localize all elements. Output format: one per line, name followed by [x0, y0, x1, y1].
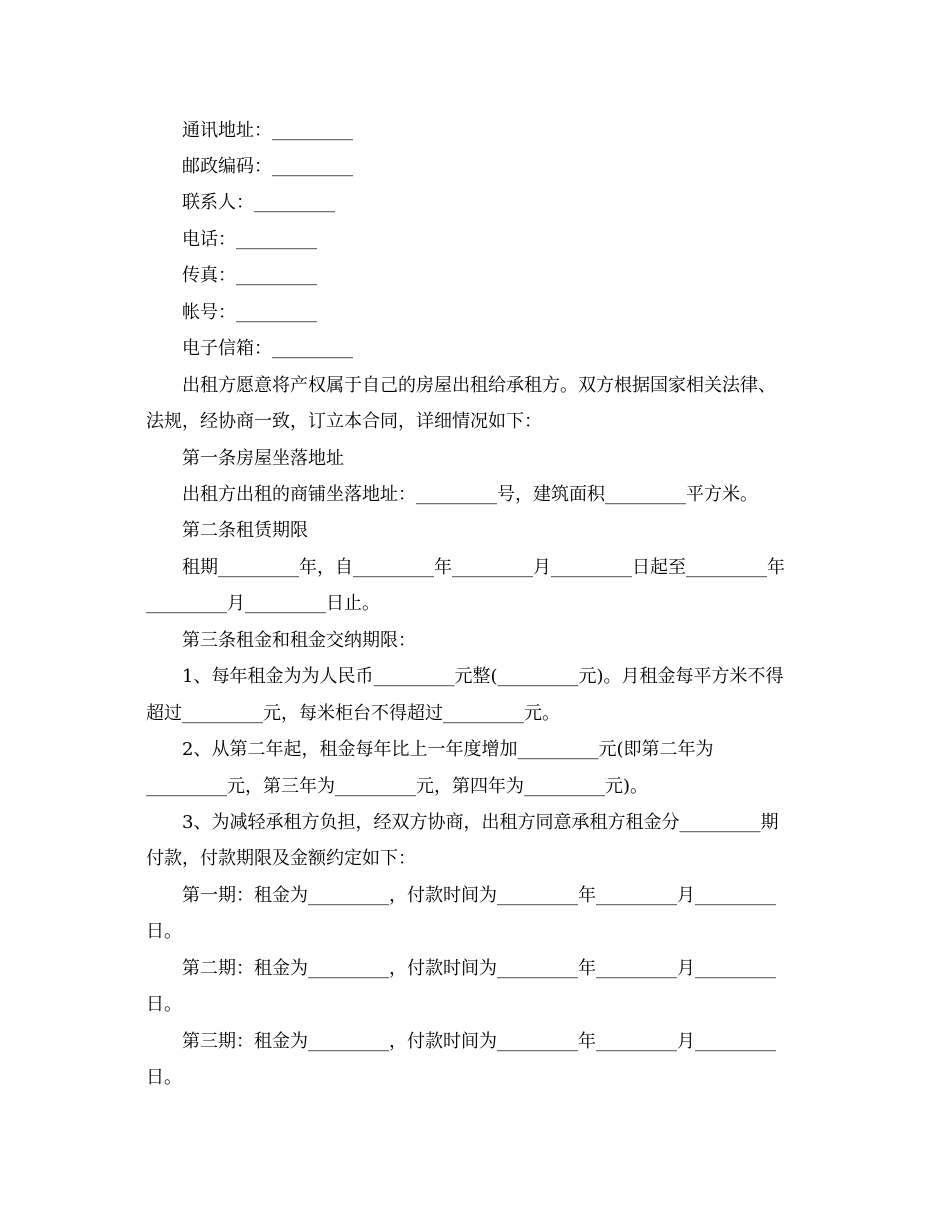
- rent-clause-2-line1: 2、从第二年起，租金每年比上一年度增加_________元(即第二年为: [182, 739, 714, 760]
- installment-3-line2: 日。: [146, 1067, 182, 1088]
- rent-clause-1-line1: 1、每年租金为为人民币_________元整(_________元)。月租金每平方米不得: [182, 666, 784, 687]
- article-2-heading: 第二条租赁期限: [182, 520, 308, 541]
- email-line: 电子信箱：_________: [182, 338, 353, 359]
- contact-address-line: 通讯地址：_________: [182, 120, 353, 141]
- installment-3-line1: 第三期：租金为_________，付款时间为_________年_________月_________: [182, 1031, 776, 1052]
- article-1-text: 出租方出租的商铺坐落地址：_________号，建筑面积_________平方米。: [182, 484, 758, 505]
- installment-1-line1: 第一期：租金为_________，付款时间为_________年_________月_________: [182, 885, 776, 906]
- installment-2-line2: 日。: [146, 994, 182, 1015]
- postal-code-line: 邮政编码：_________: [182, 156, 353, 177]
- rent-clause-1-line2: 超过_________元，每米柜台不得超过_________元。: [146, 703, 560, 724]
- account-line: 帐号：_________: [182, 302, 317, 323]
- installment-2-line1: 第二期：租金为_________，付款时间为_________年_________月_________: [182, 958, 776, 979]
- article-3-heading: 第三条租金和租金交纳期限：: [182, 630, 416, 651]
- fax-line: 传真：_________: [182, 265, 317, 286]
- contact-person-line: 联系人：_________: [182, 192, 335, 213]
- intro-paragraph-line2: 法规，经协商一致，订立本合同，详细情况如下：: [146, 411, 542, 432]
- phone-line: 电话：_________: [182, 229, 317, 250]
- rent-clause-3-line2: 付款，付款期限及金额约定如下：: [146, 848, 416, 869]
- rent-clause-2-line2: _________元，第三年为_________元，第四年为_________元)。: [146, 776, 649, 797]
- installment-1-line2: 日。: [146, 921, 182, 942]
- article-1-heading: 第一条房屋坐落地址: [182, 448, 344, 469]
- rent-clause-3-line1: 3、为减轻承租方负担，经双方协商，出租方同意承租方租金分_________期: [182, 812, 779, 833]
- lease-term-line2: _________月_________日止。: [146, 593, 380, 614]
- intro-paragraph-line1: 出租方愿意将产权属于自己的房屋出租给承租方。双方根据国家相关法律、: [182, 375, 776, 396]
- lease-term-line1: 租期_________年，自_________年_________月_________日起至_________年: [182, 557, 785, 578]
